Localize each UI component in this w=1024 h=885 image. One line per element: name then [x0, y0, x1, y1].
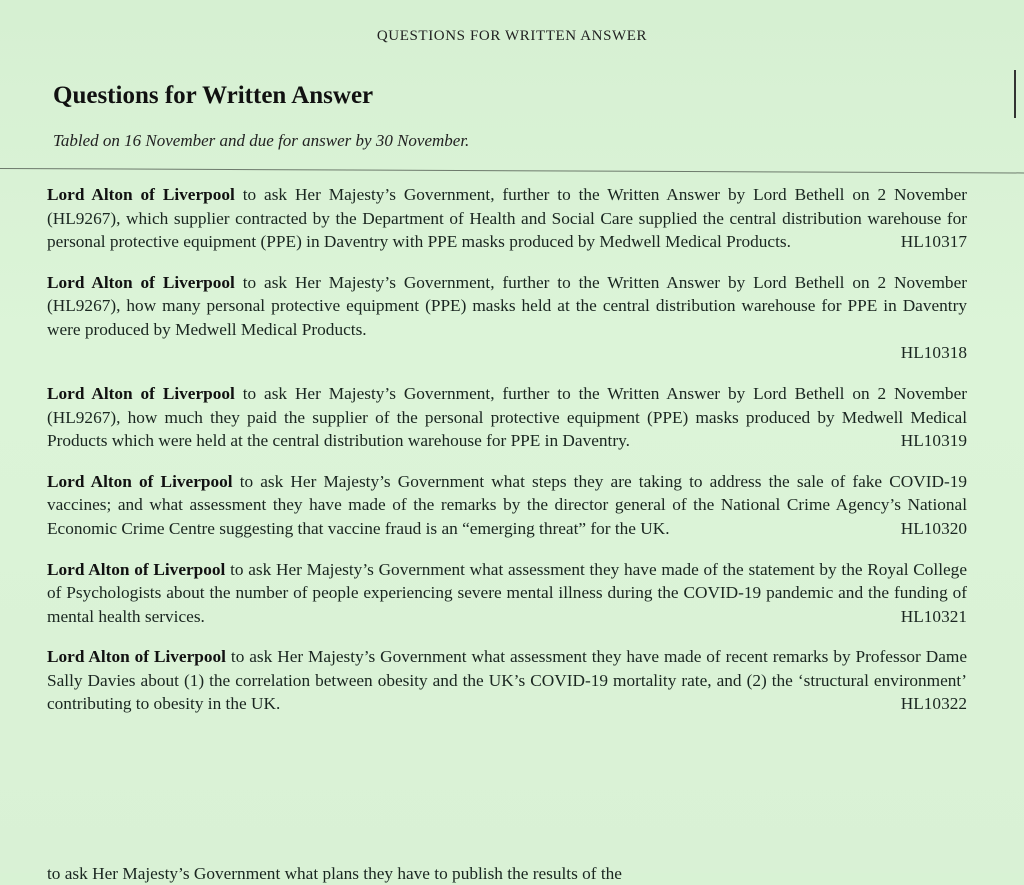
question-item	[47, 183, 967, 254]
member-name: Lord Alton of Liverpool	[47, 384, 235, 404]
question-text: to ask Her Majesty’s Government what assessment they have made of recent remarks by Professor Dame Sally Davies about (1) the correlation between obesity and the UK’s COVID-19 mortality rate, and (2) the ‘structural environment’ contributing to obesity in the UK.	[47, 647, 967, 714]
question-text: to ask Her Majesty’s Government, further to the Written Answer by Lord Bethell on 2 November (HL9267), how much they paid the supplier of the personal protective equipment (PPE) masks produced by Medwell Medical Products which were held at the central distribution warehouse for PPE in Daventry.	[47, 384, 967, 451]
section-title: Questions for Written Answer	[53, 82, 374, 109]
trailing-question-fragment: to ask Her Majesty’s Government what plans they have to publish the results of the	[47, 864, 622, 883]
member-name: Lord Alton of Liverpool	[47, 647, 226, 667]
question-reference: HL10317	[900, 232, 967, 251]
question-item	[47, 645, 967, 716]
member-name: Lord Alton of Liverpool	[47, 471, 233, 491]
question-reference: HL10320	[900, 518, 967, 538]
tabled-note: Tabled on 16 November and due for answer by 30 November.	[53, 131, 470, 150]
question-item	[47, 382, 967, 453]
header-rule	[0, 168, 1024, 173]
question-text: to ask Her Majesty’s Government, further to the Written Answer by Lord Bethell on 2 November (HL9267), which supplier contracted by the Department of Health and Social Care supplied the central distribution warehouse for personal protective equipment (PPE) in Daventry with PPE masks produced by Medwell Medical Products.	[47, 185, 967, 251]
question-text: to ask Her Majesty’s Government, further to the Written Answer by Lord Bethell on 2 November (HL9267), how many personal protective equipment (PPE) masks held at the central distribution warehouse for PPE in Daventry were produced by Medwell Medical Products.	[47, 272, 967, 339]
member-name: Lord Alton of Liverpool	[47, 559, 226, 579]
question-text: to ask Her Majesty’s Government what steps they are taking to address the sale of fake COVID-19 vaccines; and what assessment they have made of the remarks by the director general of the National Crime Agency’s National Economic Crime Centre suggesting that vaccine fraud is an “emerging threat” for the UK.	[47, 471, 967, 538]
member-name: Lord Alton of Liverpool	[47, 185, 235, 204]
question-item	[47, 470, 967, 541]
question-item	[47, 558, 967, 629]
question-reference: HL10319	[900, 431, 967, 451]
running-head: QUESTIONS FOR WRITTEN ANSWER	[376, 28, 648, 44]
question-item	[47, 271, 967, 365]
question-reference: HL10321	[900, 606, 967, 626]
question-reference: HL10318	[900, 343, 967, 363]
margin-mark	[1014, 70, 1016, 118]
member-name: Lord Alton of Liverpool	[47, 272, 235, 292]
question-text: to ask Her Majesty’s Government what assessment they have made of the statement by the Royal College of Psychologists about the number of people experiencing severe mental illness during the COVID-19 pandemic and the funding of mental health services.	[47, 559, 967, 626]
question-reference: HL10322	[900, 694, 967, 714]
questions-list	[47, 183, 967, 731]
